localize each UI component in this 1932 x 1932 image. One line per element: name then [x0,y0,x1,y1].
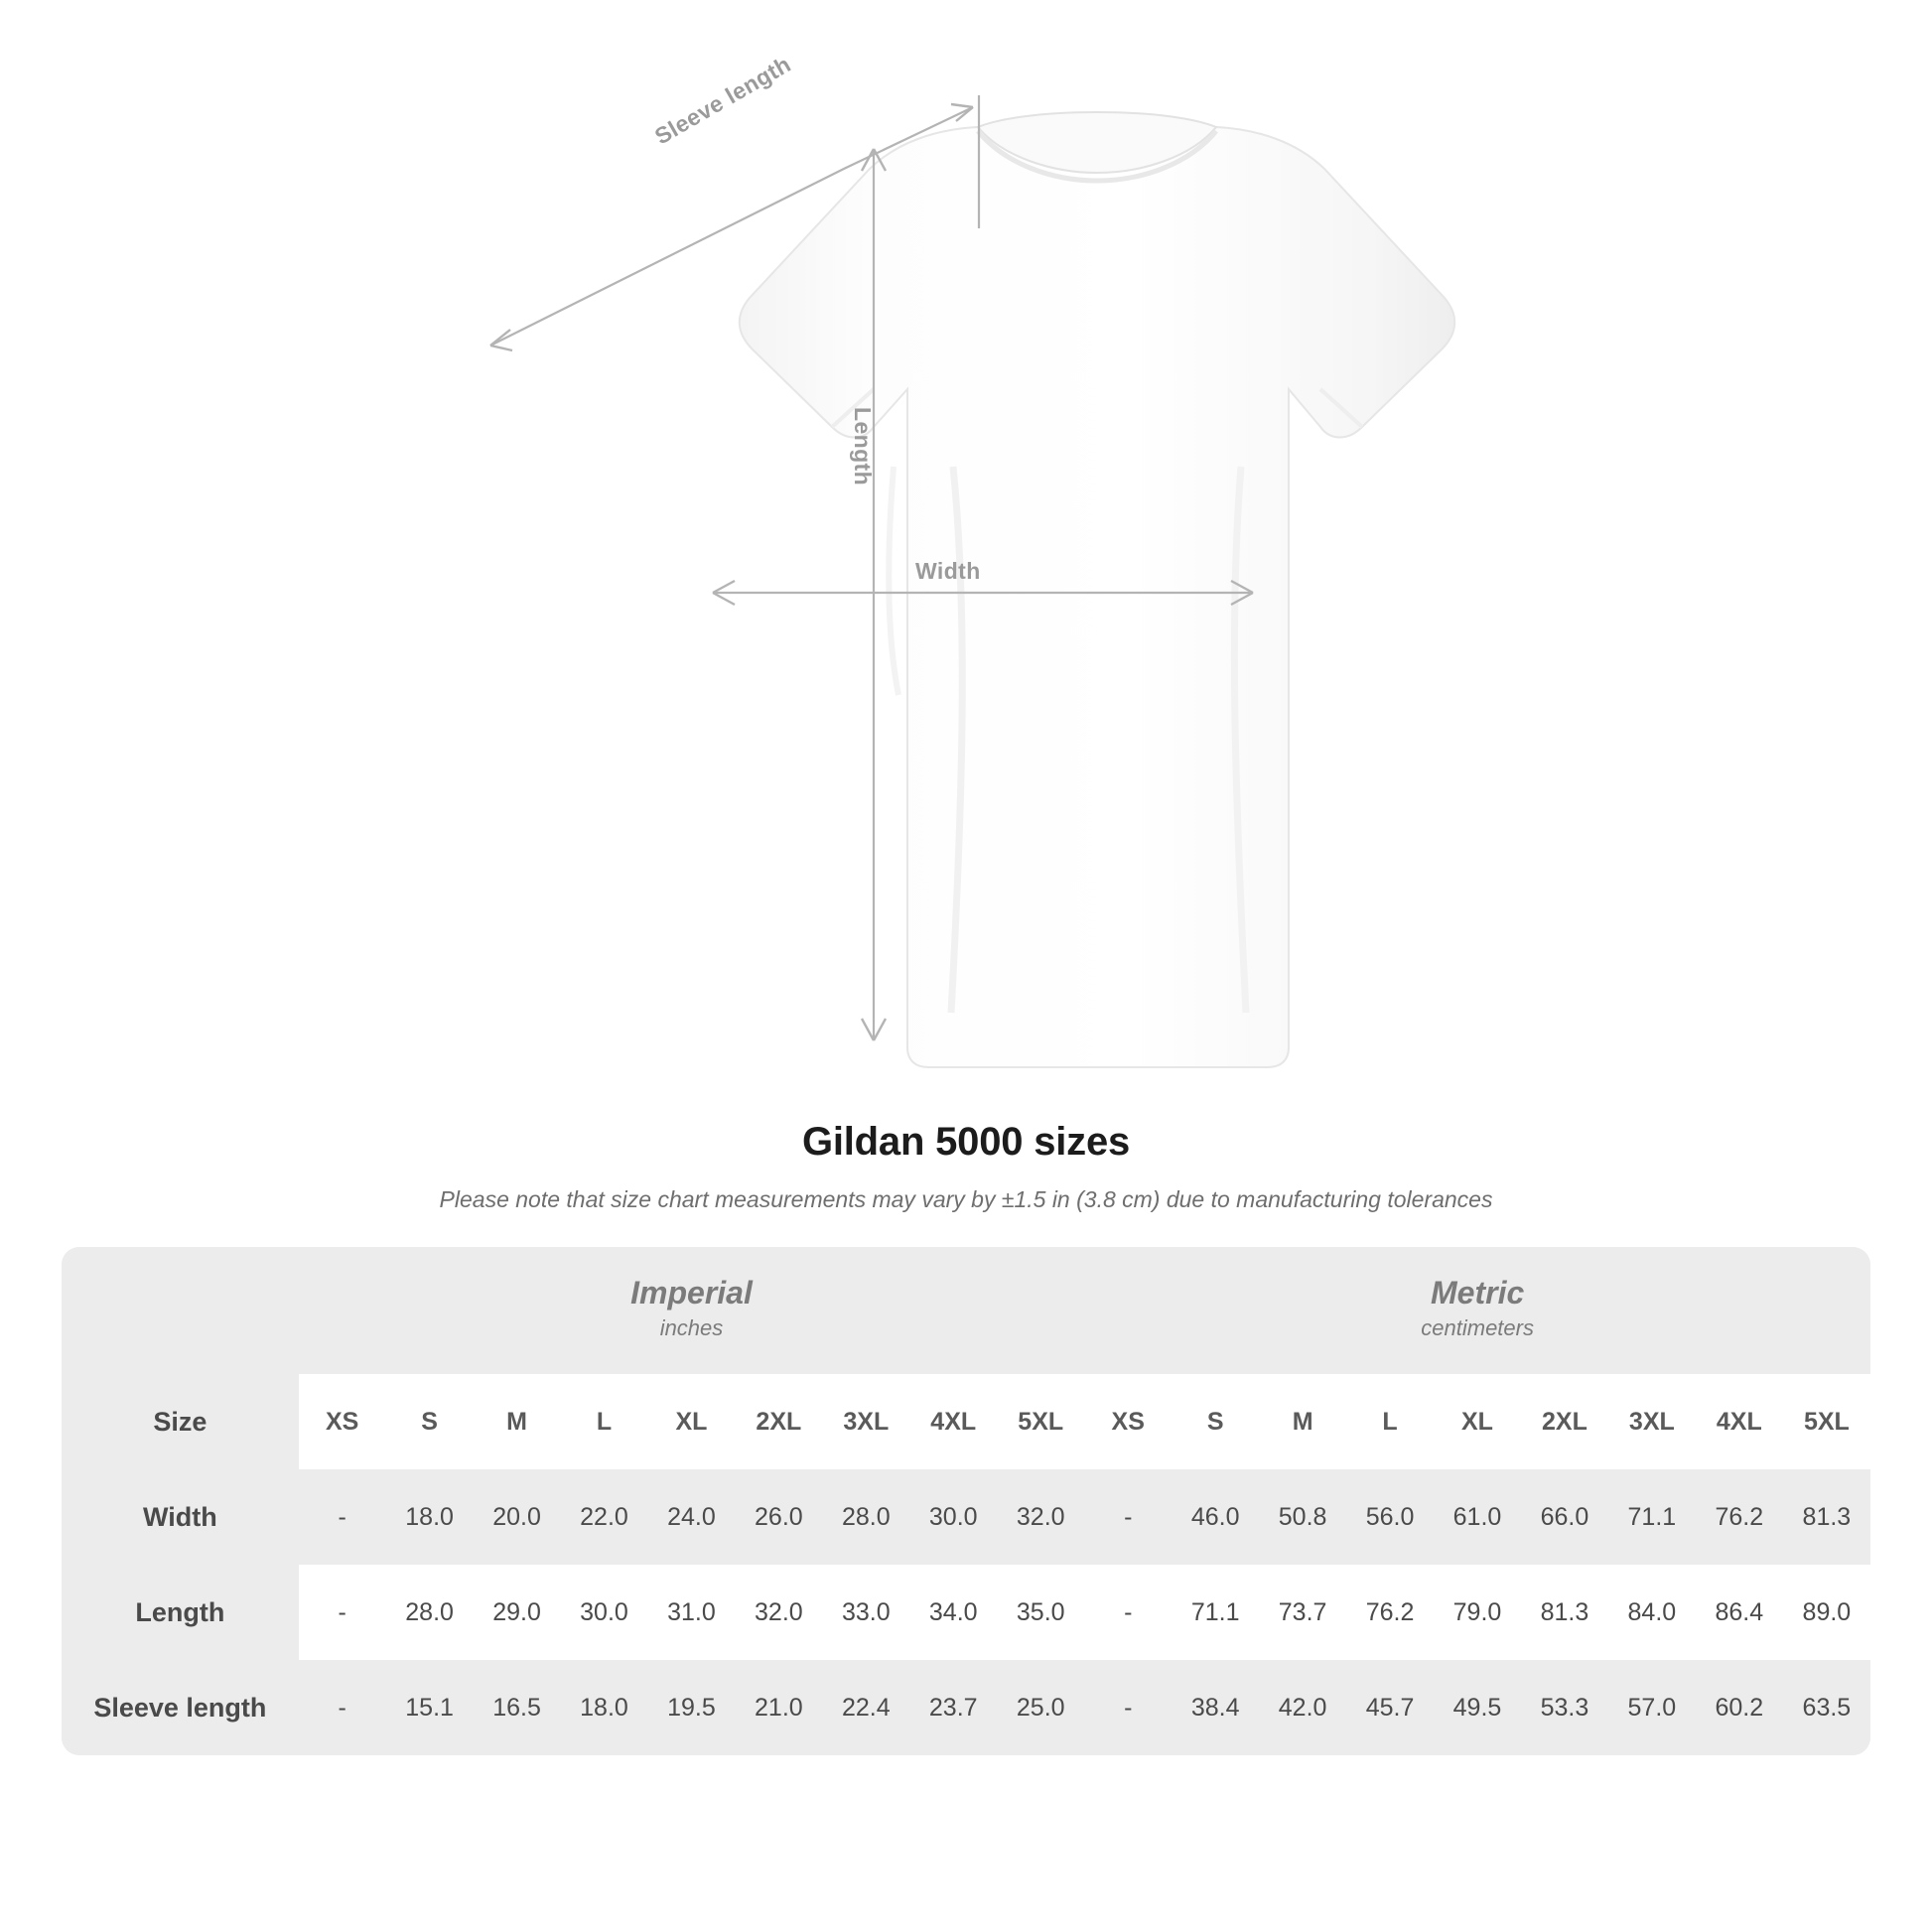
unit-metric-sub: centimeters [1421,1315,1534,1340]
length-dimension-label: Length [850,407,876,486]
cell-length-metric-m: 73.7 [1259,1565,1346,1660]
table-row [62,1660,1870,1755]
unit-imperial-name: Imperial [630,1274,753,1311]
cell-width-imperial-m: 20.0 [474,1469,561,1565]
cell-length-metric-l: 76.2 [1346,1565,1434,1660]
size-header-metric-xl: XL [1434,1374,1521,1469]
cell-length-imperial-m: 29.0 [474,1565,561,1660]
size-header-metric-5xl: 5XL [1783,1374,1870,1469]
cell-length-metric-xs: - [1084,1565,1172,1660]
size-header-imperial-s: S [386,1374,474,1469]
size-header-imperial-3xl: 3XL [822,1374,909,1469]
cell-sleeve-metric-xs: - [1084,1660,1172,1755]
cell-sleeve-metric-s: 38.4 [1172,1660,1259,1755]
size-header-imperial-m: M [474,1374,561,1469]
cell-width-metric-s: 46.0 [1172,1469,1259,1565]
cell-sleeve-imperial-xs: - [299,1660,386,1755]
cell-sleeve-metric-5xl: 63.5 [1783,1660,1870,1755]
unit-header-metric [1084,1247,1870,1374]
cell-width-imperial-l: 22.0 [561,1469,648,1565]
row-label-width: Width [62,1469,299,1565]
unit-header-row [62,1247,1870,1374]
cell-width-metric-3xl: 71.1 [1608,1469,1696,1565]
cell-sleeve-imperial-5xl: 25.0 [997,1660,1084,1755]
cell-width-imperial-2xl: 26.0 [735,1469,822,1565]
size-header-imperial-xl: XL [647,1374,735,1469]
cell-width-metric-l: 56.0 [1346,1469,1434,1565]
cell-length-imperial-s: 28.0 [386,1565,474,1660]
cell-length-metric-3xl: 84.0 [1608,1565,1696,1660]
cell-length-imperial-3xl: 33.0 [822,1565,909,1660]
unit-imperial-sub: inches [659,1315,724,1340]
size-header-imperial-4xl: 4XL [909,1374,997,1469]
size-header-imperial-2xl: 2XL [735,1374,822,1469]
cell-length-metric-s: 71.1 [1172,1565,1259,1660]
size-header-metric-2xl: 2XL [1521,1374,1608,1469]
cell-sleeve-metric-m: 42.0 [1259,1660,1346,1755]
cell-length-imperial-5xl: 35.0 [997,1565,1084,1660]
size-header-metric-m: M [1259,1374,1346,1469]
tolerance-note: Please note that size chart measurements may vary by ±1.5 in (3.8 cm) due to manufacturing tolerances [439,1186,1493,1212]
cell-sleeve-metric-4xl: 60.2 [1696,1660,1783,1755]
size-header-metric-l: L [1346,1374,1434,1469]
size-header-imperial-l: L [561,1374,648,1469]
cell-width-imperial-4xl: 30.0 [909,1469,997,1565]
cell-sleeve-metric-xl: 49.5 [1434,1660,1521,1755]
cell-length-imperial-4xl: 34.0 [909,1565,997,1660]
cell-width-imperial-xs: - [299,1469,386,1565]
cell-sleeve-imperial-l: 18.0 [561,1660,648,1755]
cell-width-metric-5xl: 81.3 [1783,1469,1870,1565]
cell-sleeve-imperial-m: 16.5 [474,1660,561,1755]
cell-width-metric-4xl: 76.2 [1696,1469,1783,1565]
cell-width-imperial-3xl: 28.0 [822,1469,909,1565]
cell-sleeve-metric-2xl: 53.3 [1521,1660,1608,1755]
cell-width-metric-xs: - [1084,1469,1172,1565]
row-label-length: Length [62,1565,299,1660]
size-header-imperial-xs: XS [299,1374,386,1469]
cell-sleeve-imperial-xl: 19.5 [647,1660,735,1755]
row-label-sleeve-length: Sleeve length [62,1660,299,1755]
cell-sleeve-imperial-3xl: 22.4 [822,1660,909,1755]
title-block [0,1120,1932,1213]
width-dimension-label: Width [915,558,981,584]
size-table [62,1247,1870,1755]
cell-width-imperial-s: 18.0 [386,1469,474,1565]
cell-width-metric-xl: 61.0 [1434,1469,1521,1565]
cell-sleeve-metric-l: 45.7 [1346,1660,1434,1755]
size-header-metric-xs: XS [1084,1374,1172,1469]
table-row [62,1469,1870,1565]
cell-sleeve-imperial-2xl: 21.0 [735,1660,822,1755]
cell-length-metric-5xl: 89.0 [1783,1565,1870,1660]
unit-header-imperial [299,1247,1085,1374]
page-title: Gildan 5000 sizes [801,1120,1131,1164]
size-header-metric-4xl: 4XL [1696,1374,1783,1469]
cell-width-metric-m: 50.8 [1259,1469,1346,1565]
unit-header-spacer [62,1247,299,1374]
cell-sleeve-imperial-s: 15.1 [386,1660,474,1755]
cell-sleeve-imperial-4xl: 23.7 [909,1660,997,1755]
cell-length-imperial-xs: - [299,1565,386,1660]
size-header-imperial-5xl: 5XL [997,1374,1084,1469]
cell-sleeve-metric-3xl: 57.0 [1608,1660,1696,1755]
cell-width-imperial-5xl: 32.0 [997,1469,1084,1565]
cell-length-imperial-l: 30.0 [561,1565,648,1660]
cell-width-metric-2xl: 66.0 [1521,1469,1608,1565]
sleeve-length-dimension-label: Sleeve length [650,51,795,150]
size-header-metric-s: S [1172,1374,1259,1469]
size-table-container [62,1247,1870,1755]
size-header-metric-3xl: 3XL [1608,1374,1696,1469]
unit-metric-name: Metric [1431,1274,1525,1311]
size-header-row [62,1374,1870,1469]
row-label-header: Size [62,1374,299,1469]
cell-length-imperial-xl: 31.0 [647,1565,735,1660]
cell-length-metric-2xl: 81.3 [1521,1565,1608,1660]
cell-length-metric-xl: 79.0 [1434,1565,1521,1660]
cell-width-imperial-xl: 24.0 [647,1469,735,1565]
cell-length-imperial-2xl: 32.0 [735,1565,822,1660]
cell-length-metric-4xl: 86.4 [1696,1565,1783,1660]
table-row [62,1565,1870,1660]
